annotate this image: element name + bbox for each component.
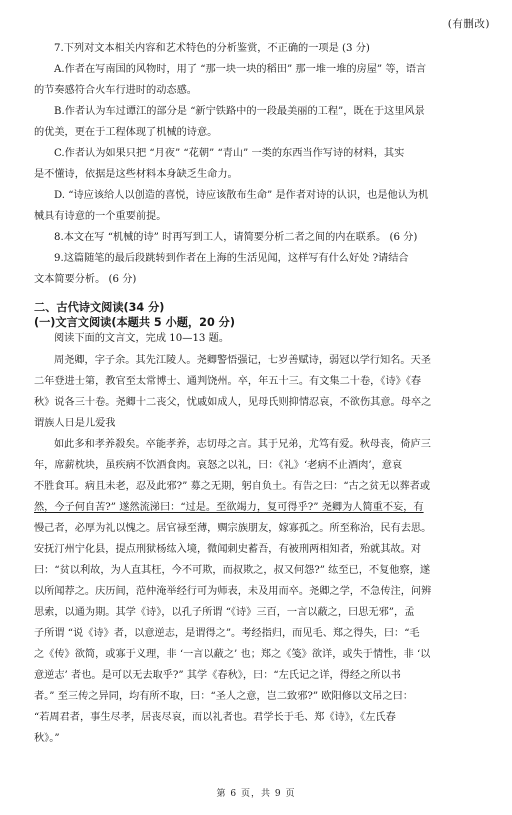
subsection-title: (一)文言文阅读(本题共 5 小题，20 分) [34,316,235,329]
passage-instruction: 阅读下面的文言文，完成 10—13 题。 [54,333,230,344]
q9-line2: 文本简要分析。 (6 分) [34,274,137,285]
passage-line: 不胜食耳。病且未老，忍及此邪?” 募之无期，躬自负土。有告之曰：“古之贫无以葬者或 [34,481,431,492]
q7-option-a-line2: 的节奏感符合火车行进时的动态感。 [34,85,197,96]
q7-option-c-line2: 是不懂诗，依据是这些材料本身缺乏生命力。 [34,169,238,180]
q9-line1: 9.这篇随笔的最后段跳转到作者在上海的生活见闻，这样写有什么好处 ?请结合 [54,253,409,264]
q8-text: 8.本文在写 “机械的诗” 时再写到工人，请简要分析二者之间的内在联系。 (6 分) [54,232,418,243]
passage-line: 谓族人日是儿爱我 [34,418,116,429]
page-number: 第 6 页，共 9 页 [216,789,296,799]
question-block [34,38,482,290]
q7-option-d-line2: 械具有诗意的一个重要前提。 [34,211,167,222]
passage-line: 子所谓 “说《诗》者，以意逆志，是谓得之”。考经指归，而见毛、郑之得失，曰：“毛 [34,628,420,639]
passage-line: 秋》说各三十卷。尧卿十二丧父，忧戚如成人，见母氏则抑情忍哀，不欲伤其意。母卒之 [34,397,432,408]
q7-stem: 7.下列对文本相关内容和艺术特色的分析鉴赏，不正确的一项是 (3 分) [54,43,370,54]
passage-line: 二年登进士第，教官至太常博士、通判饶州。卒，年五十三。有文集二十卷，《诗》《春 [34,376,422,387]
passage [34,350,482,749]
section-title: 二、古代诗文阅读(34 分) [34,301,165,314]
passage-line: 曰：“贫以利故，为人直其枉，今不可欺，而叔欺之，叔又何怨?” 纮至已，不复他察，遂 [34,565,431,576]
passage-line: 之《传》欲简，或寡于义理，非 ‘一言以蔽之’ 也；郑之《笺》欲详，或失于情性，非 ‘以 [34,649,431,660]
deletion-note: (有删改) [447,18,490,30]
passage-line: 者。” 至三传之异同，均有所不取，曰：“圣人之意，岂二致邪?” 欧阳修以文吊之曰： [34,691,414,702]
passage-line: 年，席薪枕块，虽疾病不饮酒食肉。哀怒之以礼，曰：《礼》‘老病不止酒肉’，意哀 [34,460,403,471]
passage-line: 安抚汀州宁化县，提点刑狱杨纮入境，微闻刺史蓄吾，有被刑两相知者，殆就其故。对 [34,544,422,555]
q7-option-c-line1: C.作者认为如果只把 “月夜” “花朝” “青山” 一类的东西当作写诗的材料，其实 [54,148,405,159]
q7-option-d-line1: D. “诗应该给人以创造的喜悦，诗应该散布生命” 是作者对诗的认识，也是他认为机 [54,190,429,201]
passage-line: 思索，以通为期。其学《诗》，以孔子所谓 “《诗》三百，一言以蔽之，曰思无邪”，孟 [34,607,415,618]
q7-option-a-line1: A.作者在写南国的风物时，用了 “那一块一块的稻田” 那一堆一堆的房屋” 等，语言 [54,64,427,75]
passage-line-underlined: 然，今子何自苦?” 遂然流涕曰：“过是。至欲竭力，复可得乎?” 尧卿为人简重不妄，有 [34,502,424,513]
passage-line: 以所闻荐之。庆历间，范仲淹举经行可为师表，未及用而卒。尧卿之学，不急传注，问辨 [34,586,432,597]
passage-line: 意逆志’ 者也。是可以无去取乎?” 其学《春秋》，曰：“左氏记之详，得经之所以书 [34,670,401,681]
passage-line: 秋》。” [34,733,60,744]
passage-line: 周尧卿，字子余。其先江陵人。尧卿警悟强记，七岁善赋诗，弱冠以学行知名。天圣 [54,355,431,366]
section-header [34,300,482,348]
q7-option-b-line1: B.作者认为车过谭江的部分是 “新宁铁路中的一段最美丽的工程”，既在于这里风景 [54,106,425,117]
q7-option-b-line2: 的优美，更在于工程体现了机械的诗意。 [34,127,218,138]
passage-line: “若周君者，事生尽孝，居丧尽哀，而以礼者也。君学长于毛、郑《诗》，《左氏春 [34,712,396,723]
passage-line: 如此多和孝养殺矣。卒能孝养，志切母之言。其于兄弟，尤笃有爱。秋母丧，倚庐三 [54,439,431,450]
passage-line: 慢己者，必厚为礼以愧之。居官禄至薄，赒宗族朋友，嫁寡孤之。所至称治，民有去思。 [34,523,432,534]
